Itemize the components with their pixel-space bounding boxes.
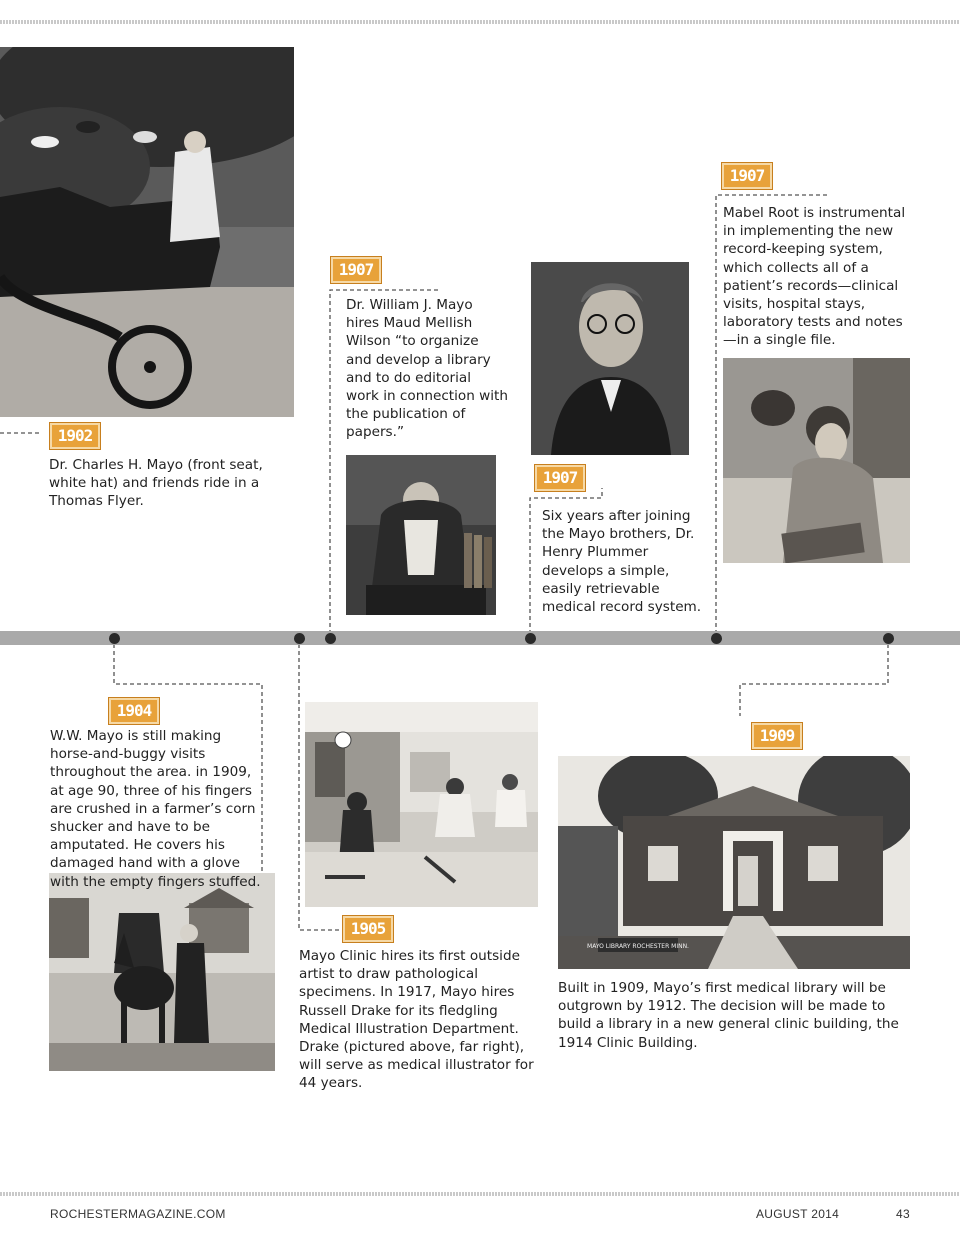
year-badge-1907-plummer: 1907 [535, 465, 585, 491]
photo-mabel-root [723, 358, 910, 563]
connector-1909 [740, 644, 888, 716]
footer-site: ROCHESTERMAGAZINE.COM [50, 1207, 226, 1221]
photo-mayo-library [558, 756, 910, 969]
timeline-dot [109, 633, 120, 644]
caption-1909: Built in 1909, Mayo’s first medical library will be outgrown by 1912. The decision will be made to build a library in a new general clinic building, the 1914 Clinic Building. [558, 980, 899, 1051]
footer-issue-date: AUGUST 2014 [756, 1207, 840, 1221]
caption-1905: Mayo Clinic hires its first outside artist to draw pathological specimens. In 1917, Mayo hires Russell Drake for its fledgling Medical Illustration Department. Drake (pictured above, far right), will serve as medical illustrator for 44 years. [299, 948, 534, 1092]
photo-thomas-flyer [0, 47, 294, 417]
library-sign: MAYO LIBRARY ROCHESTER MINN. [587, 943, 689, 950]
timeline-bar [0, 631, 960, 645]
caption-1904: W.W. Mayo is still making horse-and-buggy visits throughout the area. in 1909, at age 90, three of his fingers are crushed in a farmer’s corn shucker and have to be amputated. He covers his damaged hand with a glove with the empty fingers stuffed. [50, 728, 261, 890]
footer-page-number: 43 [896, 1207, 910, 1221]
photo-ww-mayo-buggy [49, 873, 275, 1071]
photo-henry-plummer [531, 262, 689, 455]
caption-1907-plummer: Six years after joining the Mayo brothers, Dr. Henry Plummer develops a simple, easily retrievable medical record system. [542, 508, 702, 616]
year-badge-1902: 1902 [50, 423, 100, 449]
photo-illustration-department [305, 702, 538, 907]
caption-1907-root: Mabel Root is instrumental in implementing the new record-keeping system, which collects all of a patient’s records—clinical visits, hospital stays, laboratory tests and notes—in a single file. [723, 205, 906, 349]
year-badge-1907-library: 1907 [331, 257, 381, 283]
caption-1907-library: Dr. William J. Mayo hires Maud Mellish Wilson “to organize and develop a library and to do editorial work in connection with the publication of papers.” [346, 297, 508, 441]
photo-maud-wilson [346, 455, 496, 615]
year-badge-1904: 1904 [109, 698, 159, 724]
timeline-dot [525, 633, 536, 644]
year-badge-1905: 1905 [343, 916, 393, 942]
caption-1902: Dr. Charles H. Mayo (front seat, white hat) and friends ride in a Thomas Flyer. [49, 457, 263, 510]
timeline-dot [294, 633, 305, 644]
timeline-dot [325, 633, 336, 644]
year-badge-1907-root: 1907 [722, 163, 772, 189]
timeline-dot [883, 633, 894, 644]
year-badge-1909: 1909 [752, 723, 802, 749]
timeline-dot [711, 633, 722, 644]
